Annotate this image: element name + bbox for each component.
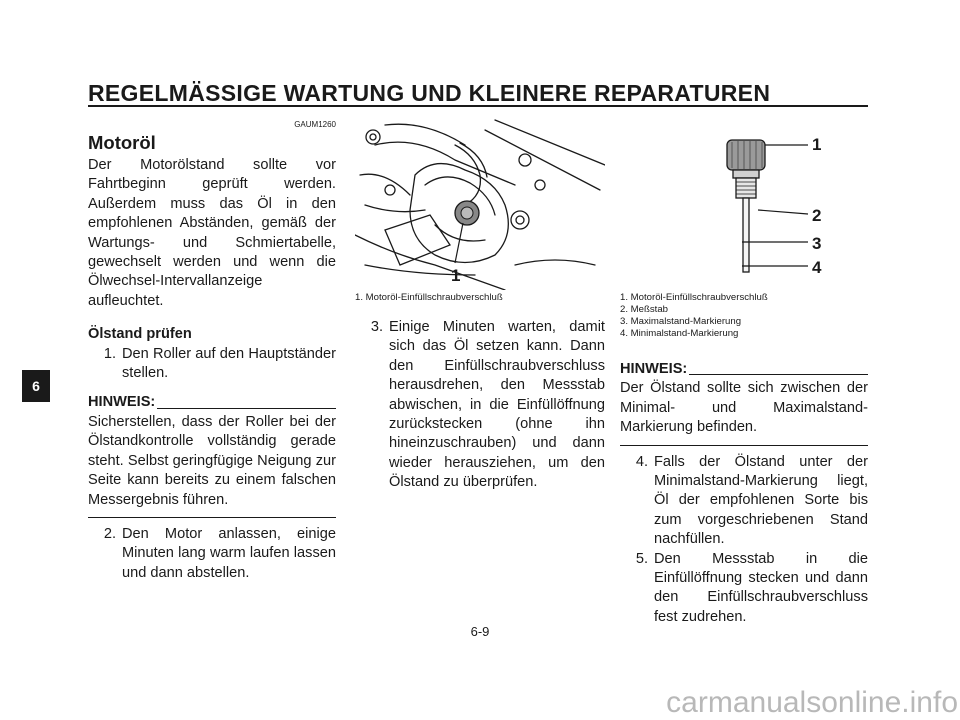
step-5 bbox=[620, 550, 868, 628]
note-rule bbox=[157, 408, 336, 409]
step-2 bbox=[88, 525, 336, 583]
step-number: 5. bbox=[635, 550, 648, 567]
note-heading bbox=[88, 393, 336, 412]
figure-callout-1: 1 bbox=[451, 266, 461, 285]
right-column bbox=[620, 292, 868, 627]
note-label: HINWEIS: bbox=[88, 394, 156, 411]
subheading-oil-check: Ölstand prüfen bbox=[88, 326, 192, 343]
step-3 bbox=[355, 318, 605, 493]
figure-caption-3: 3. Maximalstand-Markierung bbox=[620, 316, 742, 327]
left-column bbox=[88, 120, 336, 583]
figure-caption-4: 4. Minimalstand-Markierung bbox=[620, 328, 739, 339]
note-heading bbox=[620, 360, 868, 379]
figure-caption: 1. Motoröl-Einfüllschraubverschluß bbox=[355, 292, 503, 303]
section-code: GAUM1260 bbox=[294, 120, 336, 129]
note-end-rule bbox=[88, 517, 336, 518]
step-text: Den Motor anlassen, einige Minuten lang warm laufen lassen und dann abstellen. bbox=[122, 525, 336, 581]
step-number: 2. bbox=[103, 525, 116, 542]
step-4 bbox=[620, 453, 868, 550]
intro-paragraph: Der Motorölstand sollte vor Fahrtbeginn geprüft werden. Außerdem muss das Öl in den empfohlenen Abständen, gemäß der Wartungs- und Schmiertabelle, gewechselt werden und wenn die Ölwechsel-Intervallanzeige aufleuchtet. bbox=[88, 157, 336, 309]
note-rule bbox=[689, 374, 868, 375]
figure-caption-1: 1. Motoröl-Einfüllschraubverschluß bbox=[620, 292, 768, 303]
step-number: 1. bbox=[103, 345, 116, 362]
page-header-title: REGELMÄSSIGE WARTUNG UND KLEINERE REPARATUREN bbox=[88, 80, 771, 106]
middle-column bbox=[355, 292, 605, 493]
step-text: Den Roller auf den Hauptständer stellen. bbox=[122, 345, 336, 382]
section-heading: Motoröl bbox=[88, 132, 156, 153]
page-number: 6-9 bbox=[470, 624, 490, 639]
note-label: HINWEIS: bbox=[620, 361, 688, 377]
note-text: Der Ölstand sollte sich zwischen der Minimal- und Maximalstand-Markierung befinden. bbox=[620, 380, 868, 436]
step-text: Falls der Ölstand unter der Minimalstand-Markierung liegt, Öl der empfohlenen Sorte bis zum vorgeschriebenen Stand nachfüllen. bbox=[654, 453, 868, 548]
step-1 bbox=[88, 345, 336, 384]
engine-illustration bbox=[355, 115, 605, 290]
figure-caption-2: 2. Meßstab bbox=[620, 304, 668, 315]
chapter-tab: 6 bbox=[22, 370, 50, 402]
watermark: carmanualsonline.info bbox=[666, 686, 958, 719]
step-text: Den Messstab in die Einfüllöffnung stecken und dann den Einfüllschraubverschluss fest zudrehen. bbox=[654, 550, 868, 625]
note-text: Sicherstellen, dass der Roller bei der Ölstandkontrolle vollständig gerade steht. Selbst geringfügige Neigung zur Seite kann bereits zu einem falschen Messergebnis führen. bbox=[88, 413, 336, 508]
dipstick-callout-4: 4 bbox=[812, 258, 822, 277]
dipstick-illustration bbox=[700, 128, 830, 278]
dipstick-callout-2: 2 bbox=[812, 206, 822, 225]
dipstick-callout-3: 3 bbox=[812, 234, 822, 253]
step-number: 3. bbox=[370, 319, 383, 335]
dipstick-callout-1: 1 bbox=[812, 135, 822, 154]
note-end-rule bbox=[620, 445, 868, 446]
header-rule bbox=[88, 105, 868, 107]
oil-filler-cap-shape bbox=[455, 201, 479, 225]
step-text: Einige Minuten warten, damit sich das Öl setzen kann. Dann den Einfüllschraubverschluss herausdrehen, den Messstab abwischen, in die Einfüllöffnung zurückstecken (ohne ihn hineinzuschrauben) und dann wieder herausziehen, um den Ölstand zu überprüfen. bbox=[389, 319, 605, 491]
step-number: 4. bbox=[635, 453, 648, 470]
